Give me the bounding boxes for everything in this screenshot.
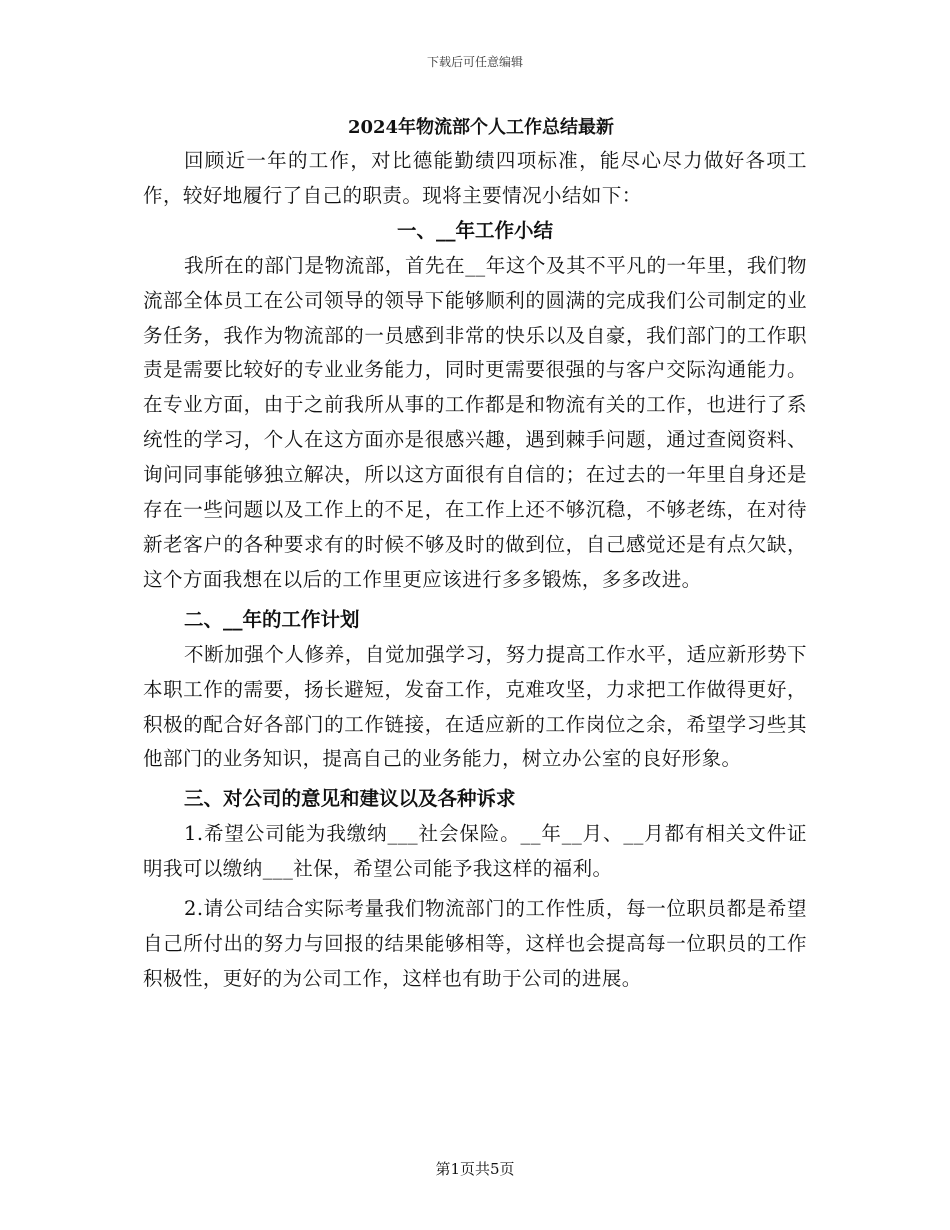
section1-body: 我所在的部门是物流部，首先在__年这个及其不平凡的一年里，我们物流部全体员工在公司领导的领导下能够顺利的圆满的完成我们公司制定的业务任务，我作为物流部的一员感到非常的快乐以及自豪，我们部门的工作职责是需要比较好的专业业务能力，同时更需要很强的与客户交际沟通能力。在专业方面，由于之前我所从事的工作都是和物流有关的工作，也进行了系统性的学习，个人在这方面亦是很感兴趣，遇到棘手问题，通过查阅资料、询问同事能够独立解决，所以这方面很有自信的；在过去的一年里自身还是存在一些问题以及工作上的不足，在工作上还不够沉稳，不够老练，在对待新老客户的各种要求有的时候不够及时的做到位，自己感觉还是有点欠缺，这个方面我想在以后的工作里更应该进行多多锻炼，多多改进。 (143, 253, 807, 591)
page-footer: 第1页共5页 (435, 1160, 515, 1178)
document-title: 2024年物流部个人工作总结最新 (347, 117, 615, 138)
section3-item-1: 1.希望公司能为我缴纳___社会保险。__年__月、__月都有相关文件证明我可以缴纳___社保，希望公司能予我这样的福利。 (143, 822, 807, 881)
section1-heading: 一、__年工作小结 (396, 218, 553, 242)
section3-heading: 三、对公司的意见和建议以及各种诉求 (184, 787, 516, 811)
intro-paragraph: 回顾近一年的工作，对比德能勤绩四项标准，能尽心尽力做好各项工作，较好地履行了自己的职责。现将主要情况小结如下： (143, 149, 807, 207)
header-note: 下载后可任意编辑 (426, 55, 523, 69)
section2-body: 不断加强个人修养，自觉加强学习，努力提高工作水平，适应新形势下本职工作的需要，扬长避短，发奋工作，克难攻坚，力求把工作做得更好，积极的配合好各部门的工作链接，在适应新的工作岗位之余，希望学习些其他部门的业务知识，提高自己的业务能力，树立办公室的良好形象。 (143, 642, 807, 771)
section2-heading: 二、__年的工作计划 (184, 607, 360, 631)
section3-item-2: 2.请公司结合实际考量我们物流部门的工作性质，每一位职员都是希望自己所付出的努力与回报的结果能够相等，这样也会提高每一位职员的工作积极性，更好的为公司工作，这样也有助于公司的进展。 (143, 897, 807, 990)
document-body (143, 112, 807, 997)
